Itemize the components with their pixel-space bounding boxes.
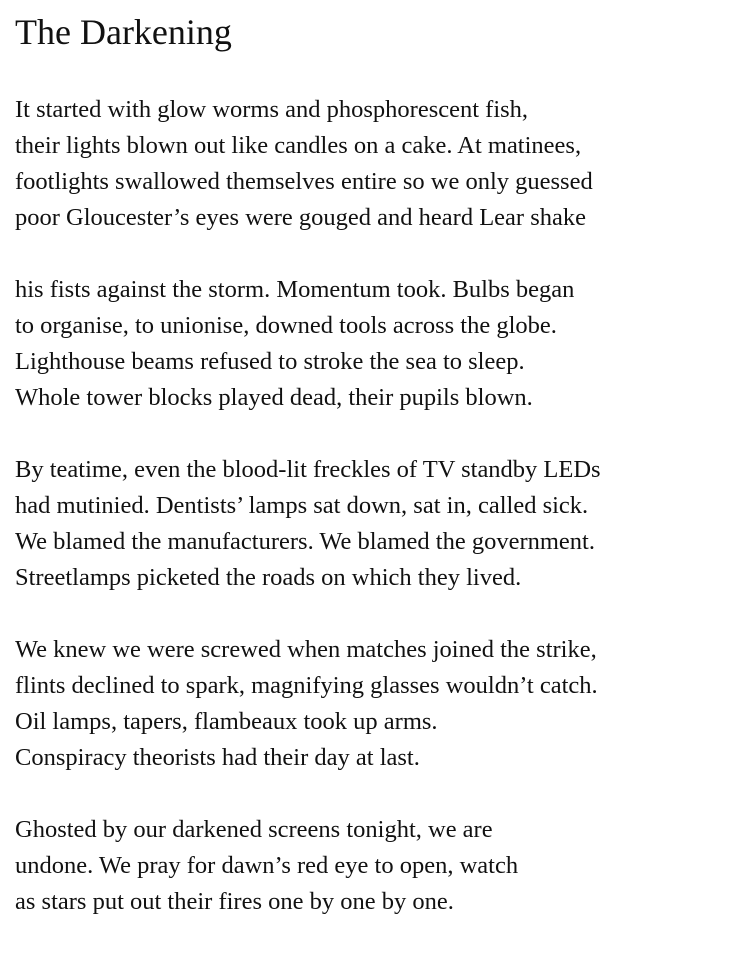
poem-line: his fists against the storm. Momentum took. Bulbs began bbox=[15, 276, 575, 303]
poem-line: Oil lamps, tapers, flambeaux took up arms. bbox=[15, 708, 438, 735]
poem-line: poor Gloucester’s eyes were gouged and heard Lear shake bbox=[15, 204, 586, 231]
poem-line: By teatime, even the blood-lit freckles of TV standby LEDs bbox=[15, 456, 601, 483]
poem-line: as stars put out their fires one by one by one. bbox=[15, 888, 454, 915]
stanza-3 bbox=[15, 452, 743, 596]
poem-line: We blamed the manufacturers. We blamed the government. bbox=[15, 528, 595, 555]
stanza-2 bbox=[15, 272, 743, 416]
poem-line: Whole tower blocks played dead, their pupils blown. bbox=[15, 384, 533, 411]
poem-line: Streetlamps picketed the roads on which they lived. bbox=[15, 564, 522, 591]
poem-line: Lighthouse beams refused to stroke the sea to sleep. bbox=[15, 348, 525, 375]
poem bbox=[15, 10, 743, 956]
poem-line: We knew we were screwed when matches joined the strike, bbox=[15, 636, 597, 663]
poem-line: flints declined to spark, magnifying glasses wouldn’t catch. bbox=[15, 672, 598, 699]
poem-line: footlights swallowed themselves entire so we only guessed bbox=[15, 168, 593, 195]
poem-body bbox=[15, 92, 743, 920]
stanza-5 bbox=[15, 812, 743, 920]
poem-title: The Darkening bbox=[15, 12, 232, 52]
poem-line: It started with glow worms and phosphorescent fish, bbox=[15, 96, 529, 123]
poem-line: had mutinied. Dentists’ lamps sat down, sat in, called sick. bbox=[15, 492, 589, 519]
poem-line: undone. We pray for dawn’s red eye to open, watch bbox=[15, 852, 519, 879]
stanza-1 bbox=[15, 92, 743, 236]
poem-line: their lights blown out like candles on a cake. At matinees, bbox=[15, 132, 582, 159]
poem-line: Ghosted by our darkened screens tonight, we are bbox=[15, 816, 493, 843]
poem-line: to organise, to unionise, downed tools across the globe. bbox=[15, 312, 557, 339]
stanza-4 bbox=[15, 632, 743, 776]
poem-line: Conspiracy theorists had their day at last. bbox=[15, 744, 420, 771]
